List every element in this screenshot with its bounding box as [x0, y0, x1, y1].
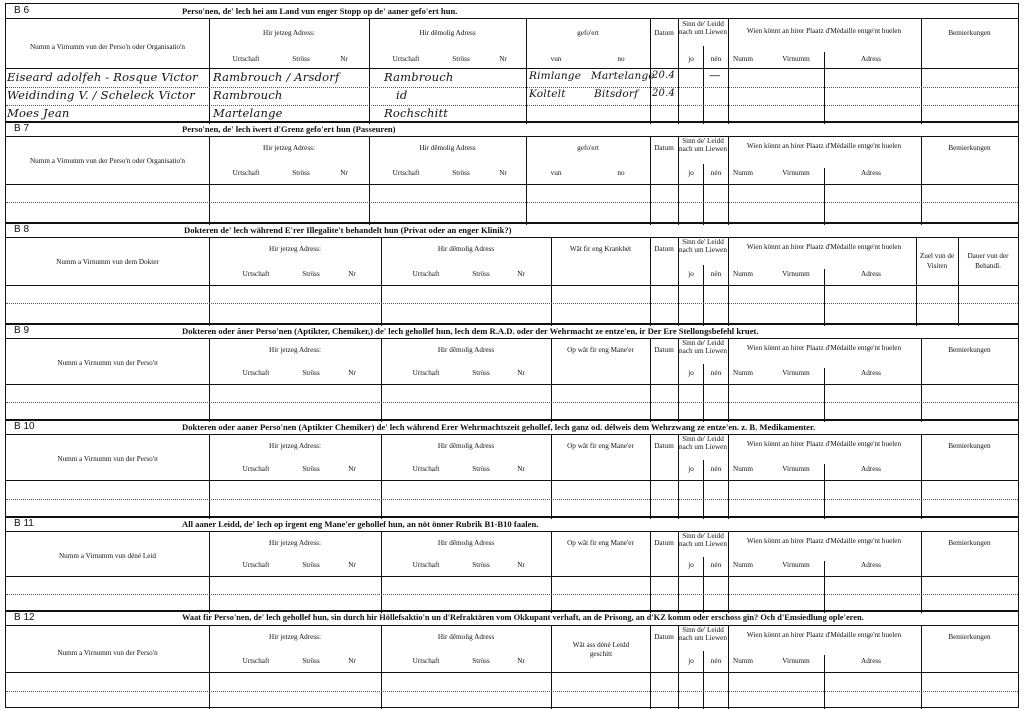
sub-locality: Urtschaft: [242, 465, 270, 473]
col-former-address: Hir dêmolig Adress: [437, 539, 495, 547]
col-alive: Sinn de' Leidd nach um Liewen: [679, 20, 727, 36]
sub-virnumm: Virnumm: [782, 55, 810, 63]
col-name: Numm a Virnumm vun der Perso'n: [57, 649, 158, 657]
sub-locality: Urtschaft: [232, 169, 260, 177]
section-code: B 6: [14, 5, 30, 16]
sub-locality: Urtschaft: [392, 169, 420, 177]
sub-locality: Urtschaft: [412, 270, 440, 278]
col-transported: gefo'ert: [577, 144, 599, 152]
sub-nr: Nr: [348, 270, 356, 278]
sub-locality: Urtschaft: [412, 465, 440, 473]
sub-to: no: [617, 169, 625, 177]
col-remarks: Bemierkungen: [948, 539, 991, 547]
section-title: Perso'nen, de' lech iwert d'Grenz gefo'ert hun (Passeuren): [182, 124, 396, 134]
sub-street: Ströss: [452, 55, 470, 63]
sub-adress: Adress: [861, 465, 881, 473]
entry-former-3: Rochschitt: [384, 106, 449, 120]
form-page: [5, 0, 1019, 718]
sub-adress: Adress: [861, 169, 881, 177]
sub-nr: Nr: [499, 55, 507, 63]
col-date: Datum: [654, 539, 674, 547]
entry-to-2: Bitsdorf: [594, 88, 639, 100]
sub-street: Ströss: [302, 369, 320, 377]
sub-street: Ströss: [302, 657, 320, 665]
entry-to-1: Martelange: [591, 70, 655, 82]
sub-no: nén: [710, 657, 722, 665]
sub-nr: Nr: [517, 465, 525, 473]
sub-numm: Numm: [733, 369, 753, 377]
section-b9: [5, 323, 1019, 421]
col-illness: Wât fir eng Krankhét: [569, 245, 632, 253]
col-name: Numm a Virnumm vun der Perso'n: [57, 455, 158, 463]
sub-yes: jo: [688, 561, 694, 569]
sub-yes: jo: [688, 465, 694, 473]
section-header: [6, 122, 1018, 137]
section-header: [6, 324, 1018, 339]
sub-virnumm: Virnumm: [782, 465, 810, 473]
col-former-address: Hir dêmolig Adress: [419, 29, 476, 37]
sub-street: Ströss: [302, 465, 320, 473]
entry-former-1: Rambrouch: [384, 70, 454, 84]
section-header: [6, 517, 1018, 532]
sub-virnumm: Virnumm: [782, 657, 810, 665]
sub-nr: Nr: [340, 169, 348, 177]
col-transported: gefo'ert: [577, 29, 599, 37]
entry-name-1: Eiseard adolfeh - Rosque Victor: [7, 70, 198, 84]
col-medal: Wien könnt an hirer Plaatz d'Médaille entge'nt huelen: [746, 243, 902, 251]
sub-street: Ströss: [472, 561, 490, 569]
sub-numm: Numm: [733, 169, 753, 177]
col-doctor-name: Numm a Virnumm vun dem Dokter: [56, 258, 159, 266]
section-code: B 11: [14, 518, 34, 529]
sub-locality: Urtschaft: [412, 657, 440, 665]
entry-former-2: id: [396, 88, 408, 102]
sub-from: vun: [550, 169, 562, 177]
sub-yes: jo: [688, 169, 694, 177]
sub-no: nén: [710, 561, 722, 569]
sub-nr: Nr: [348, 465, 356, 473]
entry-date-2: 20.4: [652, 88, 676, 99]
sub-street: Ströss: [302, 270, 320, 278]
col-former-address: Hir dêmolig Adress: [437, 346, 495, 354]
sub-no: nén: [710, 270, 722, 278]
sub-no: nén: [710, 465, 722, 473]
entry-current-1: Rambrouch / Arsdorf: [213, 70, 340, 84]
col-alive: Sinn de' Leidd nach um Liewen: [679, 435, 727, 451]
col-name: Numm a Virnumm vun der Perso'n oder Organisatio'n: [29, 43, 185, 51]
section-header: [6, 223, 1018, 238]
col-alive: Sinn de' Leidd nach um Liewen: [679, 137, 727, 153]
col-current-address: Hir jetzeg Adress:: [269, 346, 321, 354]
sub-nr: Nr: [340, 55, 348, 63]
col-visits: Zuel vun de Visiten: [919, 252, 955, 270]
sub-nr: Nr: [499, 169, 507, 177]
section-code: B 10: [14, 421, 35, 432]
sub-numm: Numm: [733, 657, 753, 665]
section-b8: [5, 222, 1019, 325]
col-date: Datum: [654, 29, 674, 37]
sub-yes: jo: [688, 270, 694, 278]
col-date: Datum: [654, 442, 674, 450]
col-former-address: Hir dêmolig Adress: [437, 633, 495, 641]
sub-virnumm: Virnumm: [782, 270, 810, 278]
col-former-address: Hir dêmolig Adress: [437, 245, 495, 253]
section-b10: [5, 419, 1019, 518]
sub-nr: Nr: [348, 369, 356, 377]
entry-name-2: Weidinding V. / Scheleck Victor: [7, 88, 195, 102]
sub-locality: Urtschaft: [232, 55, 260, 63]
col-remarks: Bemierkungen: [948, 442, 991, 450]
col-manner: Op wât fir eng Mane'er: [567, 346, 634, 354]
section-title: All aaner Leidd, de' lech op irgent eng Mane'er gehollef hun, an nöt önner Rubrik B1-B10 faalen.: [182, 519, 539, 529]
section-code: B 7: [14, 123, 30, 134]
sub-adress: Adress: [861, 55, 881, 63]
section-header: [6, 420, 1018, 435]
col-medal: Wien könnt an hirer Plaatz d'Médaille entge'nt huelen: [746, 631, 902, 639]
section-b7: [5, 121, 1019, 224]
sub-adress: Adress: [861, 369, 881, 377]
section-code: B 12: [14, 612, 35, 623]
section-title: Perso'nen, de' lech hei am Land vun enger Stopp op de' aaner gefo'ert hun.: [182, 6, 458, 16]
col-current-address: Hir jetzeg Adress:: [269, 539, 321, 547]
col-date: Datum: [654, 144, 674, 152]
sub-nr: Nr: [517, 561, 525, 569]
entry-from-1: Rimlange: [529, 70, 582, 82]
sub-numm: Numm: [733, 55, 753, 63]
sub-nr: Nr: [517, 369, 525, 377]
sub-locality: Urtschaft: [242, 270, 270, 278]
sub-street: Ströss: [302, 561, 320, 569]
sub-nr: Nr: [348, 657, 356, 665]
sub-street: Ströss: [472, 369, 490, 377]
sub-street: Ströss: [472, 657, 490, 665]
section-title: Dokteren de' lech während E'rer Illegalite't behandelt hun (Privat oder an enger Klinik?): [184, 225, 512, 235]
col-name: Numm a Virnumm vun déné Leid: [58, 552, 157, 560]
col-date: Datum: [654, 245, 674, 253]
sub-street: Ströss: [472, 465, 490, 473]
sub-yes: jo: [688, 55, 694, 63]
col-former-address: Hir dêmolig Adress: [419, 144, 476, 152]
col-name: Numm a Virnumm vun der Perso'n oder Organisatio'n: [29, 157, 185, 165]
sub-virnumm: Virnumm: [782, 169, 810, 177]
col-manner: Op wât fir eng Mane'er: [567, 442, 634, 450]
col-what-happened: Wât ass déné Leidd geschitt: [572, 641, 630, 658]
col-current-address: Hir jetzeg Adress:: [263, 29, 315, 37]
entry-alive-no: —: [709, 68, 721, 82]
col-former-address: Hir dêmolig Adress: [437, 442, 495, 450]
entry-date-1: 20.4: [652, 70, 676, 81]
entry-from-2: Koltelt: [529, 88, 566, 100]
col-alive: Sinn de' Leidd nach um Liewen: [679, 626, 727, 642]
section-header: [6, 4, 1018, 19]
sub-street: Ströss: [472, 270, 490, 278]
col-medal: Wien könnt an hirer Plaatz d'Médaille entge'nt huelen: [746, 142, 902, 150]
sub-numm: Numm: [733, 465, 753, 473]
sub-numm: Numm: [733, 270, 753, 278]
section-header: [6, 611, 1018, 626]
sub-no: nén: [710, 369, 722, 377]
col-medal: Wien könnt an hirer Plaatz d'Médaille entge'nt huelen: [746, 537, 902, 545]
col-current-address: Hir jetzeg Adress:: [269, 442, 321, 450]
col-remarks: Bemierkungen: [948, 346, 991, 354]
col-current-address: Hir jetzeg Adress:: [269, 633, 321, 641]
sub-from: vun: [550, 55, 562, 63]
col-medal: Wien könnt an hirer Plaatz d'Médaille entge'nt huelen: [746, 344, 902, 352]
col-current-address: Hir jetzeg Adress:: [269, 245, 321, 253]
sub-locality: Urtschaft: [242, 561, 270, 569]
sub-no: nén: [710, 169, 722, 177]
section-title: Dokteren oder aaner Perso'nen (Aptikter Chemiker) de' lech während Erer Wehrmachtszeit gehollef, lech ganz od. délweis dem Wehrzwang ze entze'en. z. B. Medikamenter.: [182, 422, 816, 432]
sub-numm: Numm: [733, 561, 753, 569]
sub-locality: Urtschaft: [242, 657, 270, 665]
sub-nr: Nr: [517, 270, 525, 278]
col-alive: Sinn de' Leidd nach um Liewen: [679, 532, 727, 548]
col-medal: Wien könnt an hirer Plaatz d'Médaille entge'nt huelen: [746, 27, 902, 35]
col-manner: Op wât fir eng Mane'er: [567, 539, 634, 547]
section-code: B 8: [14, 224, 30, 235]
sub-locality: Urtschaft: [242, 369, 270, 377]
col-name: Numm a Virnumm vun der Perso'n: [57, 359, 158, 367]
col-alive: Sinn de' Leidd nach um Liewen: [679, 339, 727, 355]
sub-locality: Urtschaft: [412, 561, 440, 569]
sub-adress: Adress: [861, 270, 881, 278]
sub-adress: Adress: [861, 561, 881, 569]
col-alive: Sinn de' Leidd nach um Liewen: [679, 238, 727, 254]
col-remarks: Bemierkungen: [948, 633, 991, 641]
entry-current-3: Martelange: [213, 106, 283, 120]
sub-no: nén: [710, 55, 722, 63]
col-duration: Dauer vun der Behandl.: [967, 252, 1009, 270]
sub-street: Ströss: [292, 169, 310, 177]
sub-locality: Urtschaft: [392, 55, 420, 63]
sub-virnumm: Virnumm: [782, 561, 810, 569]
section-title: Dokteren oder âner Perso'nen (Aptikter, Chemiker,) de' lech gehollef hun, lech dem R.A.D. oder der Wehrmacht ze entze'en, ir Der Ere Stellongsbefehl kruet.: [182, 326, 759, 336]
section-b6: [5, 3, 1019, 123]
section-code: B 9: [14, 325, 30, 336]
sub-to: no: [617, 55, 625, 63]
section-b12: [5, 610, 1019, 708]
col-date: Datum: [654, 633, 674, 641]
col-medal: Wien könnt an hirer Plaatz d'Médaille entge'nt huelen: [746, 440, 902, 448]
sub-yes: jo: [688, 369, 694, 377]
sub-nr: Nr: [517, 657, 525, 665]
sub-nr: Nr: [348, 561, 356, 569]
sub-street: Ströss: [452, 169, 470, 177]
sub-yes: jo: [688, 657, 694, 665]
col-date: Datum: [654, 346, 674, 354]
sub-street: Ströss: [292, 55, 310, 63]
sub-virnumm: Virnumm: [782, 369, 810, 377]
sub-adress: Adress: [861, 657, 881, 665]
col-remarks: Bemierkungen: [948, 29, 991, 37]
section-b11: [5, 516, 1019, 612]
col-current-address: Hir jetzeg Adress:: [263, 144, 315, 152]
section-title: Waat fir Perso'nen, de' lech gehollef hun, sin durch hir Höllefsaktio'n un d'Refraktären vom Okkupant verhaft, an de Prisong, an d'KZ komm oder erschoss gin? Och d'Emsiedlung ople'eren.: [182, 613, 864, 622]
entry-name-3: Moes Jean: [7, 106, 70, 120]
col-remarks: Bemierkungen: [948, 144, 991, 152]
sub-locality: Urtschaft: [412, 369, 440, 377]
entry-current-2: Rambrouch: [213, 88, 283, 102]
